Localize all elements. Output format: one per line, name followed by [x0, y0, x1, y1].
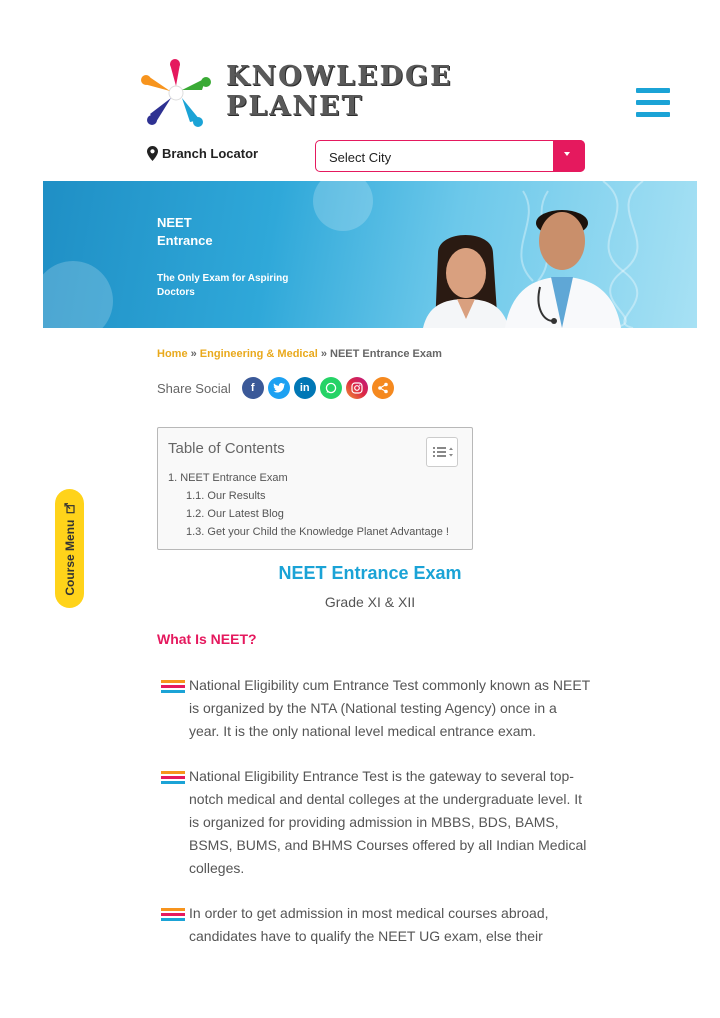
tricolor-bullet-icon: [161, 771, 185, 784]
chevron-down-icon: [564, 152, 570, 156]
toc-toggle-button[interactable]: [426, 437, 458, 467]
breadcrumb: [157, 348, 442, 360]
breadcrumb-current: NEET Entrance Exam: [330, 348, 442, 360]
logo-text-line2: PLANET: [226, 91, 364, 122]
table-of-contents: [157, 427, 473, 550]
toc-item[interactable]: 1.2. Our Latest Blog: [186, 508, 284, 520]
breadcrumb-home-link[interactable]: Home: [157, 348, 188, 360]
instagram-icon[interactable]: [346, 377, 368, 399]
list-toggle-icon: [427, 438, 457, 466]
share-social: [157, 377, 398, 399]
share-social-label: Share Social: [157, 380, 231, 396]
banner-title: NEET Entrance: [157, 215, 213, 248]
logo-mark-icon: [140, 58, 212, 128]
logo-text-line1: KNOWLEDGE: [226, 61, 453, 92]
breadcrumb-separator: »: [187, 348, 200, 360]
city-select-value: Select City: [329, 150, 392, 165]
course-menu-tab[interactable]: [55, 489, 84, 608]
female-doctor-figure: [423, 235, 509, 328]
course-menu-label: Course Menu: [62, 519, 77, 596]
twitter-icon[interactable]: [268, 377, 290, 399]
breadcrumb-separator: »: [317, 348, 330, 360]
branch-locator-label: Branch Locator: [162, 146, 259, 161]
page-title: NEET Entrance Exam: [278, 563, 462, 583]
external-link-icon: [64, 502, 75, 513]
toc-item[interactable]: 1.3. Get your Child the Knowledge Planet Advantage !: [186, 526, 449, 538]
site-logo[interactable]: [140, 58, 453, 128]
city-select[interactable]: [315, 140, 585, 172]
toc-item[interactable]: 1.1. Our Results: [186, 490, 266, 502]
hero-banner: [43, 181, 697, 328]
banner-subtitle: The Only Exam for Aspiring Doctors: [157, 273, 289, 298]
branch-locator-link[interactable]: [147, 146, 258, 161]
map-pin-icon: [147, 146, 158, 161]
whatsapp-icon[interactable]: [320, 377, 342, 399]
male-doctor-figure: [505, 210, 621, 328]
share-icon[interactable]: [372, 377, 394, 399]
section-heading: What Is NEET?: [157, 631, 257, 647]
grade-subtitle: Grade XI & XII: [324, 594, 416, 610]
city-select-button[interactable]: [553, 140, 585, 172]
toc-title: Table of Contents: [168, 440, 285, 457]
breadcrumb-category-link[interactable]: Engineering & Medical: [199, 348, 318, 360]
content-paragraph: National Eligibility Entrance Test is the gateway to several top-notch medical and dental colleges at the undergraduate level. It is organized for providing admission in MBBS, BDS, BAMS, BSMS, BUMS, and BHMS Courses offered by all Indian Medical colleges.: [161, 765, 591, 880]
content-paragraph: National Eligibility cum Entrance Test commonly known as NEET is organized by the NTA (National testing Agency) once in a year. It is the only national level medical entrance exam.: [161, 674, 591, 743]
tricolor-bullet-icon: [161, 908, 185, 921]
content-paragraph: In order to get admission in most medical courses abroad, candidates have to qualify the NEET UG exam, else their: [161, 902, 591, 948]
tricolor-bullet-icon: [161, 680, 185, 693]
toc-item[interactable]: 1. NEET Entrance Exam: [168, 472, 288, 484]
menu-hamburger-icon[interactable]: [636, 88, 670, 120]
dna-helix-decoration: [43, 181, 697, 328]
facebook-icon[interactable]: f: [242, 377, 264, 399]
linkedin-icon[interactable]: in: [294, 377, 316, 399]
